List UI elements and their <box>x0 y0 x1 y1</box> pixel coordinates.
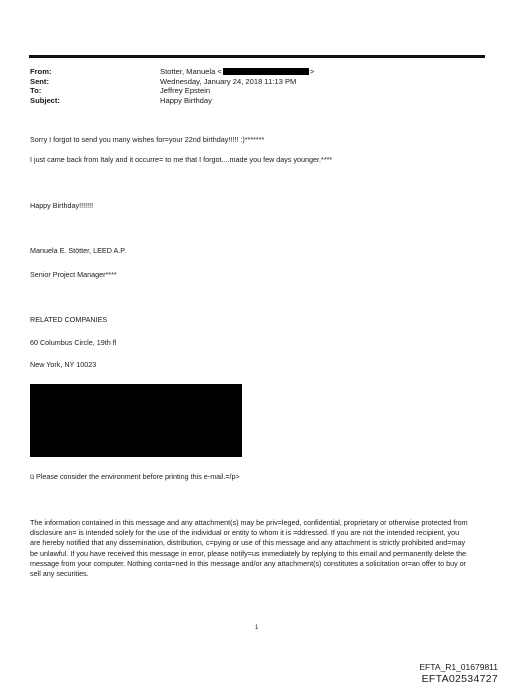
subject-label: Subject: <box>30 95 60 105</box>
from-label: From: <box>30 67 52 76</box>
signature-name: Manuela E. Stötter, LEED A.P. <box>30 246 127 255</box>
signature-title: Senior Project Manager**** <box>30 270 117 279</box>
page-number: 1 <box>255 625 259 631</box>
environment-note: ü Please consider the environment before printing this e-mail.=/p> <box>30 472 240 481</box>
sent-row <box>30 77 480 87</box>
sent-value: Wednesday, January 24, 2018 11:13 PM <box>160 76 297 86</box>
body-line-2: I just came back from Italy and it occurre= to me that I forgot....made you few days younger.**** <box>30 155 333 164</box>
to-label: To: <box>30 86 42 96</box>
address-line-1: 60 Columbus Circle, 19th fl <box>30 338 117 347</box>
from-value-suffix: > <box>309 67 315 76</box>
sent-label: Sent: <box>30 76 49 86</box>
email-header <box>30 67 480 105</box>
from-row <box>30 67 480 77</box>
footer-id-1: EFTA_R1_01679811 <box>419 662 498 672</box>
subject-row <box>30 96 480 106</box>
header-rule <box>29 55 485 58</box>
from-value <box>160 67 314 77</box>
to-value: Jeffrey Epstein <box>160 86 211 96</box>
to-row <box>30 86 480 96</box>
body-line-1: Sorry I forgot to send you many wishes for=your 22nd birthday!!!!! :)******* <box>30 135 265 144</box>
from-value-prefix: Stotter, Manuela < <box>160 67 222 76</box>
confidentiality-disclaimer: The information contained in this message and any attachment(s) may be priv=leged, confidential, proprietary or otherwise protected from disclosure an= is intended solely for the use of the individual or entity to whom it is =ddressed. If you are not the intended recipient, you are hereby notified that any dissemination, distribution, c=pying or use of this message and any attachment is strictly prohibited and=may be unlawful. If you have received this message in error, please notify=us immediately by replying to this email and permanently delete the message from your computer. Nothing conta=ned in this message and/or any attachment(s) constitutes a solicitation or=an offer to buy or sell any securities. <box>30 518 468 579</box>
greeting: Happy Birthday!!!!!!! <box>30 201 94 210</box>
address-line-2: New York, NY 10023 <box>30 360 97 369</box>
subject-value: Happy Birthday <box>160 95 212 105</box>
footer-id-2: EFTA02534727 <box>421 673 498 685</box>
redaction-block <box>30 384 242 457</box>
company-name: RELATED COMPANIES <box>30 315 108 324</box>
redacted-email <box>223 68 309 75</box>
